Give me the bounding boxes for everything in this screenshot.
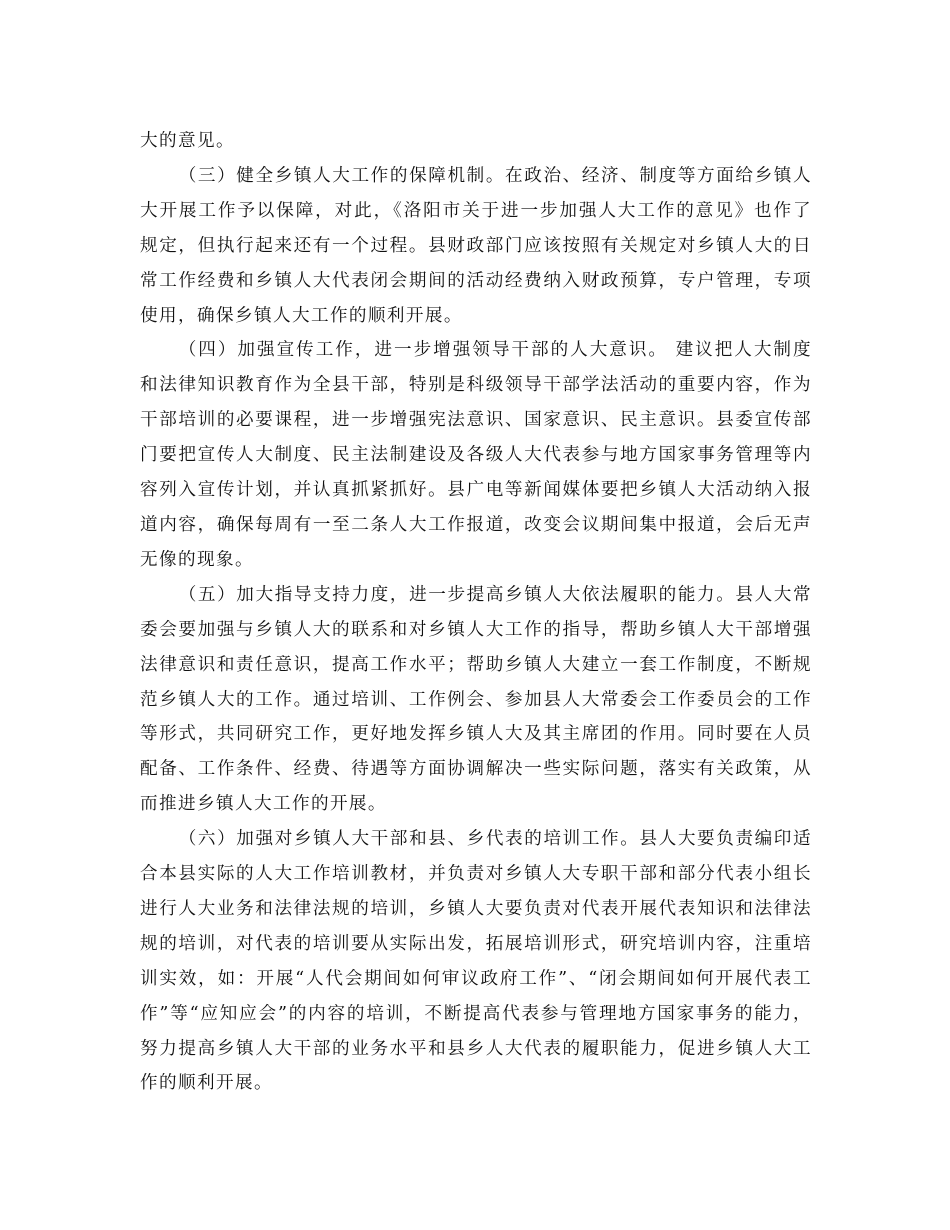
paragraph-section-3: （三）健全乡镇人大工作的保障机制。在政治、经济、制度等方面给乡镇人大开展工作予以保障，对此，《洛阳市关于进一步加强人大工作的意见》也作了规定，但执行起来还有一个过程。县财政部门应该按照有关规定对乡镇人大的日常工作经费和乡镇人大代表闭会期间的活动经费纳入财政预算，专户管理，专项使用，确保乡镇人大工作的顺利开展。	[140, 165, 812, 326]
paragraph-section-4: （四）加强宣传工作，进一步增强领导干部的人大意识。 建议把人大制度和法律知识教育作为全县干部，特别是科级领导干部学法活动的重要内容，作为干部培训的必要课程，进一步增强宪法意识、国家意识、民主意识。县委宣传部门要把宣传人大制度、民主法制建设及各级人大代表参与地方国家事务管理等内容列入宣传计划，并认真抓紧抓好。县广电等新闻媒体要把乡镇人大活动纳入报道内容，确保每周有一至二条人大工作报道，改变会议期间集中报道，会后无声无像的现象。	[140, 340, 812, 570]
paragraph-section-5: （五）加大指导支持力度，进一步提高乡镇人大依法履职的能力。县人大常委会要加强与乡镇人大的联系和对乡镇人大工作的指导，帮助乡镇人大干部增强法律意识和责任意识，提高工作水平；帮助乡镇人大建立一套工作制度，不断规范乡镇人大的工作。通过培训、工作例会、参加县人大常委会工作委员会的工作等形式，共同研究工作，更好地发挥乡镇人大及其主席团的作用。同时要在人员配备、工作条件、经费、待遇等方面协调解决一些实际问题，落实有关政策，从而推进乡镇人大工作的开展。	[140, 584, 812, 815]
paragraph-continuation: 大的意见。	[140, 131, 235, 151]
paragraph-section-6: （六）加强对乡镇人大干部和县、乡代表的培训工作。县人大要负责编印适合本县实际的人大工作培训教材，并负责对乡镇人大专职干部和部分代表小组长进行人大业务和法律法规的培训，乡镇人大要负责对代表开展代表知识和法律法规的培训，对代表的培训要从实际出发，拓展培训形式，研究培训内容，注重培训实效，如：开展“人代会期间如何审议政府工作”、“闭会期间如何开展代表工作”等“应知应会”的内容的培训，不断提高代表参与管理地方国家事务的能力，努力提高乡镇人大干部的业务水平和县乡人大代表的履职能力，促进乡镇人大工作的顺利开展。	[140, 829, 812, 1094]
document-body	[140, 124, 812, 1101]
